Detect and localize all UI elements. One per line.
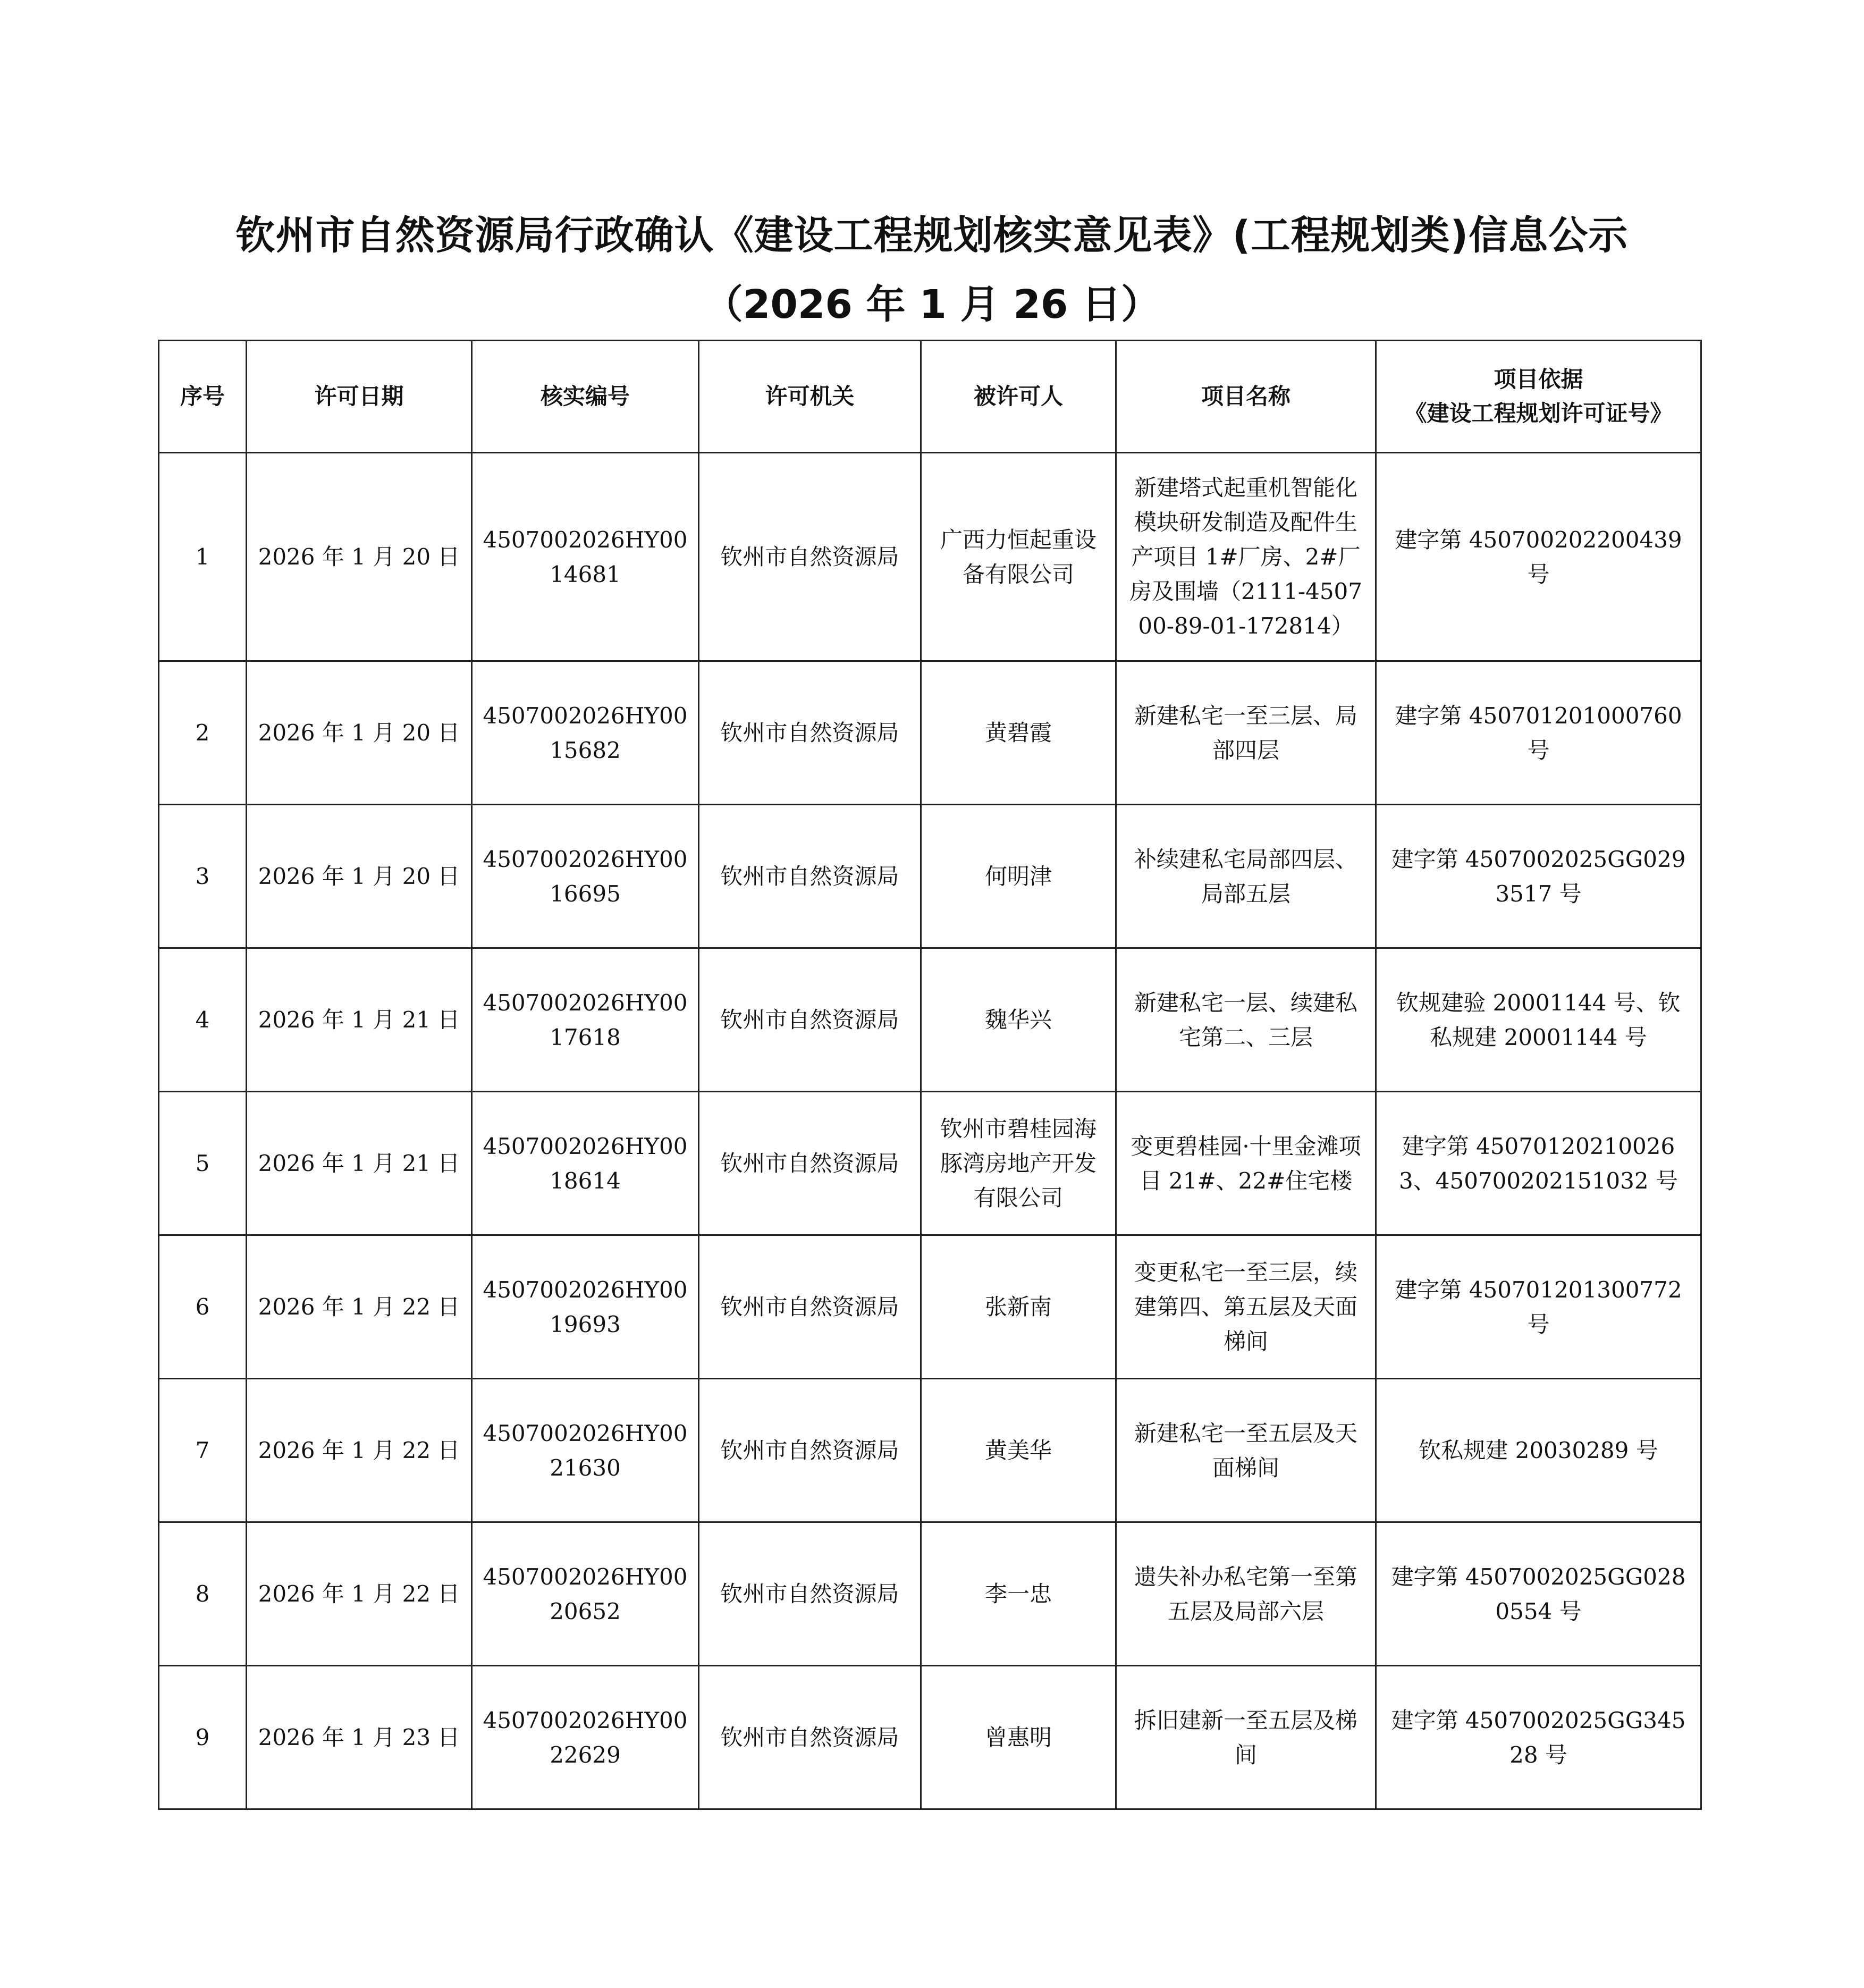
cell-date: 2026 年 1 月 20 日 <box>247 661 472 805</box>
table-row <box>159 453 1701 661</box>
cell-code: 4507002026HY0017618 <box>472 948 699 1092</box>
table-row <box>159 1666 1701 1809</box>
table-header-row <box>159 341 1701 453</box>
cell-project: 拆旧建新一至五层及梯间 <box>1116 1666 1376 1809</box>
cell-project: 新建私宅一至三层、局部四层 <box>1116 661 1376 805</box>
header-date: 许可日期 <box>247 341 472 453</box>
cell-date: 2026 年 1 月 22 日 <box>247 1379 472 1522</box>
cell-licensee: 李一忠 <box>921 1522 1116 1666</box>
cell-authority: 钦州市自然资源局 <box>699 453 921 661</box>
header-basis-line1: 项目依据 <box>1494 366 1583 392</box>
cell-seq: 7 <box>159 1379 247 1522</box>
table-row <box>159 805 1701 948</box>
cell-basis: 建字第 450701201000760 号 <box>1376 661 1701 805</box>
cell-date: 2026 年 1 月 21 日 <box>247 948 472 1092</box>
cell-licensee: 曾惠明 <box>921 1666 1116 1809</box>
cell-seq: 3 <box>159 805 247 948</box>
cell-basis: 建字第 450701201300772 号 <box>1376 1235 1701 1379</box>
cell-date: 2026 年 1 月 20 日 <box>247 453 472 661</box>
table-row <box>159 1379 1701 1522</box>
cell-project: 新建塔式起重机智能化模块研发制造及配件生产项目 1#厂房、2#厂房及围墙（2111-450700-89-01-172814） <box>1116 453 1376 661</box>
page-subtitle-date: （2026 年 1 月 26 日） <box>703 282 1161 327</box>
cell-authority: 钦州市自然资源局 <box>699 1379 921 1522</box>
cell-basis: 钦规建验 20001144 号、钦私规建 20001144 号 <box>1376 948 1701 1092</box>
cell-date: 2026 年 1 月 23 日 <box>247 1666 472 1809</box>
cell-code: 4507002026HY0016695 <box>472 805 699 948</box>
cell-project: 变更碧桂园·十里金滩项目 21#、22#住宅楼 <box>1116 1092 1376 1235</box>
table-row <box>159 661 1701 805</box>
cell-date: 2026 年 1 月 22 日 <box>247 1235 472 1379</box>
cell-basis: 建字第 4507002025GG34528 号 <box>1376 1666 1701 1809</box>
cell-licensee: 广西力恒起重设备有限公司 <box>921 453 1116 661</box>
cell-authority: 钦州市自然资源局 <box>699 1522 921 1666</box>
header-project: 项目名称 <box>1116 341 1376 453</box>
cell-basis: 建字第 4507002025GG0280554 号 <box>1376 1522 1701 1666</box>
cell-project: 遗失补办私宅第一至第五层及局部六层 <box>1116 1522 1376 1666</box>
cell-authority: 钦州市自然资源局 <box>699 948 921 1092</box>
cell-seq: 6 <box>159 1235 247 1379</box>
cell-licensee: 张新南 <box>921 1235 1116 1379</box>
table-row <box>159 1235 1701 1379</box>
cell-date: 2026 年 1 月 21 日 <box>247 1092 472 1235</box>
cell-licensee: 何明津 <box>921 805 1116 948</box>
cell-authority: 钦州市自然资源局 <box>699 1666 921 1809</box>
cell-project: 变更私宅一至三层，续建第四、第五层及天面梯间 <box>1116 1235 1376 1379</box>
cell-code: 4507002026HY0018614 <box>472 1092 699 1235</box>
cell-licensee: 钦州市碧桂园海豚湾房地产开发有限公司 <box>921 1092 1116 1235</box>
cell-code: 4507002026HY0021630 <box>472 1379 699 1522</box>
cell-authority: 钦州市自然资源局 <box>699 1235 921 1379</box>
cell-basis: 建字第 4507002025GG0293517 号 <box>1376 805 1701 948</box>
cell-project: 补续建私宅局部四层、局部五层 <box>1116 805 1376 948</box>
cell-seq: 9 <box>159 1666 247 1809</box>
cell-code: 4507002026HY0022629 <box>472 1666 699 1809</box>
cell-licensee: 黄美华 <box>921 1379 1116 1522</box>
cell-project: 新建私宅一至五层及天面梯间 <box>1116 1379 1376 1522</box>
header-basis <box>1376 341 1701 453</box>
cell-code: 4507002026HY0019693 <box>472 1235 699 1379</box>
cell-code: 4507002026HY0015682 <box>472 661 699 805</box>
cell-licensee: 魏华兴 <box>921 948 1116 1092</box>
cell-authority: 钦州市自然资源局 <box>699 1092 921 1235</box>
cell-seq: 8 <box>159 1522 247 1666</box>
cell-date: 2026 年 1 月 22 日 <box>247 1522 472 1666</box>
cell-basis: 建字第 450701202100263、450700202151032 号 <box>1376 1092 1701 1235</box>
cell-date: 2026 年 1 月 20 日 <box>247 805 472 948</box>
table-row <box>159 1092 1701 1235</box>
cell-licensee: 黄碧霞 <box>921 661 1116 805</box>
cell-seq: 5 <box>159 1092 247 1235</box>
cell-seq: 1 <box>159 453 247 661</box>
header-authority: 许可机关 <box>699 341 921 453</box>
header-seq: 序号 <box>159 341 247 453</box>
cell-basis: 钦私规建 20030289 号 <box>1376 1379 1701 1522</box>
cell-basis: 建字第 450700202200439 号 <box>1376 453 1701 661</box>
cell-code: 4507002026HY0020652 <box>472 1522 699 1666</box>
page-title: 钦州市自然资源局行政确认《建设工程规划核实意见表》(工程规划类)信息公示 <box>235 213 1629 258</box>
header-code: 核实编号 <box>472 341 699 453</box>
cell-project: 新建私宅一层、续建私宅第二、三层 <box>1116 948 1376 1092</box>
disclosure-table <box>158 340 1702 1810</box>
cell-seq: 2 <box>159 661 247 805</box>
cell-seq: 4 <box>159 948 247 1092</box>
cell-authority: 钦州市自然资源局 <box>699 805 921 948</box>
table-row <box>159 948 1701 1092</box>
header-licensee: 被许可人 <box>921 341 1116 453</box>
cell-code: 4507002026HY0014681 <box>472 453 699 661</box>
header-basis-line2: 《建设工程规划许可证号》 <box>1404 400 1673 426</box>
table-row <box>159 1522 1701 1666</box>
cell-authority: 钦州市自然资源局 <box>699 661 921 805</box>
